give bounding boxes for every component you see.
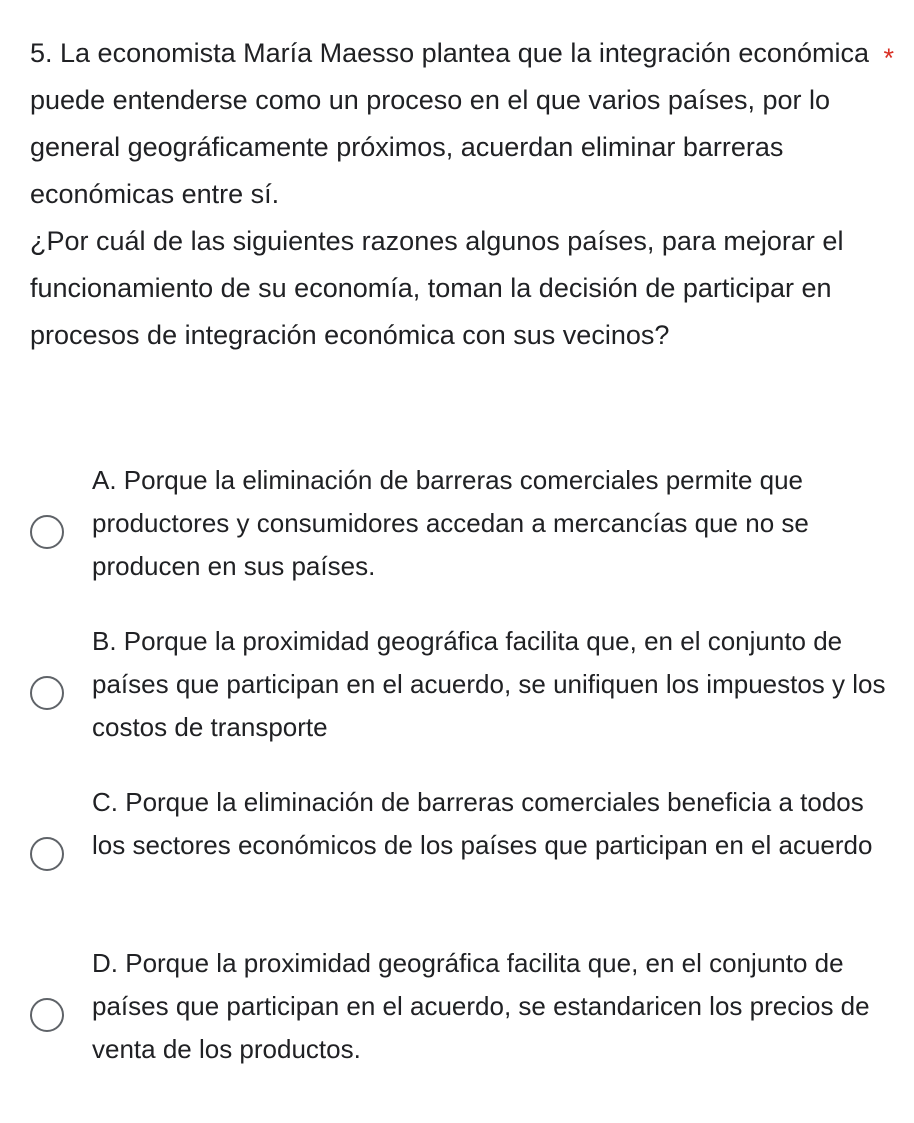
option-d-label: D. Porque la proximidad geográfica facilita que, en el conjunto de países que participan en el acuerdo, se estandaricen los precios de venta de los productos. <box>92 948 870 1064</box>
option-c[interactable] <box>0 780 914 910</box>
option-c-label: C. Porque la eliminación de barreras comerciales beneficia a todos los sectores económicos de los países que participan en el acuerdo <box>92 787 873 860</box>
required-asterisk: * <box>883 43 894 73</box>
option-d[interactable] <box>0 941 914 1071</box>
question-block <box>30 30 894 359</box>
radio-button-b[interactable] <box>30 676 64 710</box>
question-title: 5. La economista María Maesso plantea que la integración económica puede entenderse como un proceso en el que varios países, por lo general geográficamente próximos, acuerdan eliminar barreras económicas entre sí. <box>30 38 869 209</box>
option-b-label: B. Porque la proximidad geográfica facilita que, en el conjunto de países que participan en el acuerdo, se unifiquen los impuestos y los costos de transporte <box>92 626 886 742</box>
option-a[interactable] <box>0 458 914 588</box>
option-b[interactable] <box>0 619 914 749</box>
option-a-label: A. Porque la eliminación de barreras comerciales permite que productores y consumidores accedan a mercancías que no se producen en sus países. <box>92 465 809 581</box>
radio-button-c[interactable] <box>30 837 64 871</box>
radio-button-d[interactable] <box>30 998 64 1032</box>
question-prompt: ¿Por cuál de las siguientes razones algunos países, para mejorar el funcionamiento de su economía, toman la decisión de participar en procesos de integración económica con sus vecinos? <box>30 226 844 350</box>
radio-button-a[interactable] <box>30 515 64 549</box>
